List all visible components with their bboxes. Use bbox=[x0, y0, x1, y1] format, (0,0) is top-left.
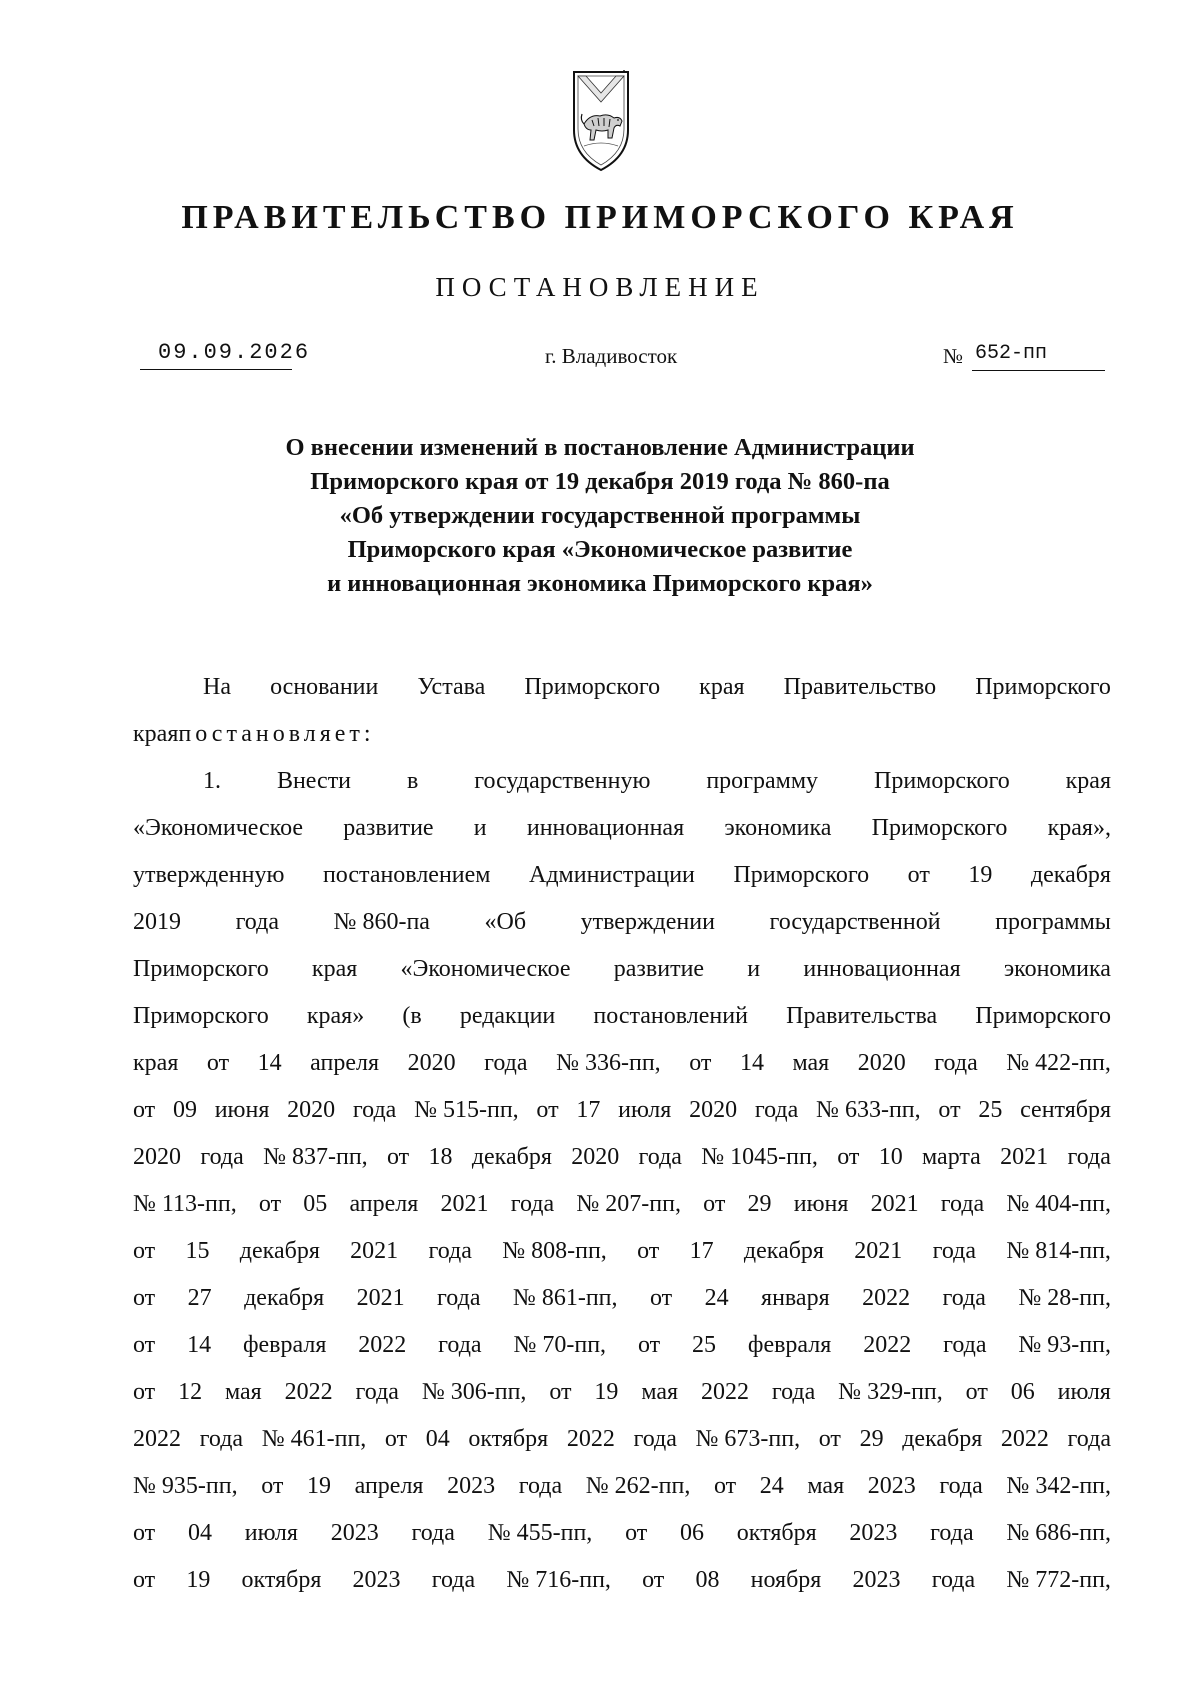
word: 2022 bbox=[284, 1379, 333, 1405]
word: № 422-пп, bbox=[1006, 1050, 1111, 1076]
body-line bbox=[133, 711, 1111, 758]
body-line bbox=[133, 1040, 1111, 1087]
word: Приморского bbox=[975, 674, 1111, 700]
word: 2020 bbox=[287, 1097, 336, 1123]
word: года bbox=[754, 1097, 799, 1123]
word: года bbox=[771, 1379, 816, 1405]
body-line bbox=[133, 1275, 1111, 1322]
word: года bbox=[411, 1520, 455, 1546]
word: утверждении bbox=[580, 909, 715, 935]
word: Приморского bbox=[871, 815, 1008, 841]
word: 19 bbox=[307, 1473, 331, 1499]
body-line bbox=[133, 805, 1111, 852]
body-line bbox=[133, 1322, 1111, 1369]
word: Внести bbox=[276, 768, 352, 794]
word: программу bbox=[706, 768, 819, 794]
word: № 306-пп, bbox=[421, 1379, 527, 1405]
preamble-lead: края bbox=[133, 721, 179, 747]
word: № 686-пп, bbox=[1006, 1520, 1111, 1546]
word: июля bbox=[1057, 1379, 1111, 1405]
word: года bbox=[943, 1332, 987, 1358]
word: 06 bbox=[1010, 1379, 1035, 1405]
word: края» bbox=[306, 1003, 365, 1029]
word: от bbox=[386, 1144, 410, 1170]
body-line bbox=[133, 1087, 1111, 1134]
word: 2023 bbox=[352, 1567, 401, 1593]
body-line bbox=[133, 1463, 1111, 1510]
word: от bbox=[258, 1191, 282, 1217]
word: от bbox=[649, 1285, 673, 1311]
word: № 716-пп, bbox=[506, 1567, 611, 1593]
word: края bbox=[133, 1050, 179, 1076]
word: 2021 bbox=[1000, 1144, 1049, 1170]
word: № 935-пп, bbox=[133, 1473, 238, 1499]
word: Приморского bbox=[733, 862, 870, 888]
body-line bbox=[133, 1228, 1111, 1275]
word: 2020 bbox=[689, 1097, 738, 1123]
word: 08 bbox=[695, 1567, 720, 1593]
word: декабря bbox=[239, 1238, 320, 1264]
word: № 837-пп, bbox=[263, 1144, 368, 1170]
word: Администрации bbox=[529, 862, 695, 888]
word: 2022 bbox=[700, 1379, 749, 1405]
word: года bbox=[939, 1473, 983, 1499]
body-line bbox=[133, 1369, 1111, 1416]
word: 2021 bbox=[350, 1238, 399, 1264]
word: № 28-пп, bbox=[1018, 1285, 1111, 1311]
word: «Экономическое bbox=[400, 956, 571, 982]
document-city: г. Владивосток bbox=[545, 344, 678, 368]
word: года bbox=[633, 1426, 677, 1452]
word: основании bbox=[270, 674, 379, 700]
word: № 336-пп, bbox=[556, 1050, 661, 1076]
word: 2023 bbox=[447, 1473, 496, 1499]
word: 27 bbox=[187, 1285, 212, 1311]
word: 2022 bbox=[1000, 1426, 1049, 1452]
word: 24 bbox=[759, 1473, 784, 1499]
word: государственной bbox=[769, 909, 941, 935]
word: года bbox=[638, 1144, 682, 1170]
word: инновационная bbox=[526, 815, 685, 841]
title-line: Приморского края «Экономическое развитие bbox=[347, 536, 853, 563]
word: 19 bbox=[186, 1567, 211, 1593]
word: 2023 bbox=[849, 1520, 898, 1546]
word: года bbox=[200, 1144, 244, 1170]
word: июня bbox=[793, 1191, 849, 1217]
word: № 113-пп, bbox=[133, 1191, 237, 1217]
number-underline bbox=[972, 370, 1105, 371]
word: февраля bbox=[242, 1332, 327, 1358]
word: года bbox=[940, 1191, 985, 1217]
word: от bbox=[637, 1238, 660, 1264]
word: 2023 bbox=[867, 1473, 916, 1499]
word: № 633-пп, bbox=[816, 1097, 921, 1123]
word: от bbox=[703, 1191, 726, 1217]
organization-heading: ПРАВИТЕЛЬСТВО ПРИМОРСКОГО КРАЯ bbox=[181, 199, 1019, 236]
word: от bbox=[818, 1426, 841, 1452]
word: от bbox=[133, 1097, 156, 1123]
document-date: 09.09.2026 bbox=[158, 340, 311, 365]
word: 2021 bbox=[440, 1191, 489, 1217]
word: редакции bbox=[459, 1003, 556, 1029]
word: постановлений bbox=[593, 1003, 748, 1029]
word: 2022 bbox=[862, 1285, 911, 1311]
document-number: 652-пп bbox=[975, 342, 1048, 365]
word: января bbox=[761, 1285, 830, 1311]
word: 25 bbox=[978, 1097, 1003, 1123]
word: декабря bbox=[244, 1285, 325, 1311]
word: № 207-пп, bbox=[576, 1191, 681, 1217]
word: края bbox=[1065, 768, 1111, 794]
word: 2020 bbox=[857, 1050, 906, 1076]
word: № 262-пп, bbox=[585, 1473, 691, 1499]
word: от bbox=[965, 1379, 988, 1405]
word: 14 bbox=[257, 1050, 282, 1076]
word: декабря bbox=[471, 1144, 552, 1170]
word: 10 bbox=[878, 1144, 903, 1170]
title-line: Приморского края от 19 декабря 2019 года № 860-па bbox=[310, 468, 890, 495]
word: от bbox=[133, 1332, 156, 1358]
word: № 1045-пп, bbox=[701, 1144, 818, 1170]
word: 19 bbox=[594, 1379, 619, 1405]
word: от bbox=[907, 862, 930, 888]
word: мая bbox=[224, 1379, 262, 1405]
word: 15 bbox=[185, 1238, 210, 1264]
word: 1. bbox=[203, 768, 221, 794]
word: от bbox=[536, 1097, 559, 1123]
word: развитие bbox=[613, 956, 705, 982]
word: 2021 bbox=[356, 1285, 405, 1311]
word: 05 bbox=[303, 1191, 328, 1217]
word: от bbox=[625, 1520, 648, 1546]
word: от bbox=[133, 1520, 156, 1546]
word: 17 bbox=[689, 1238, 714, 1264]
word: от bbox=[133, 1567, 156, 1593]
word: «Об bbox=[484, 909, 527, 935]
word: от bbox=[133, 1379, 156, 1405]
body-line bbox=[133, 1134, 1111, 1181]
document-type-heading: ПОСТАНОВЛЕНИЕ bbox=[435, 272, 765, 302]
word: 2021 bbox=[870, 1191, 919, 1217]
word: 2022 bbox=[133, 1426, 181, 1452]
word: 19 bbox=[968, 862, 993, 888]
word: года bbox=[437, 1285, 481, 1311]
word: № 329-пп, bbox=[838, 1379, 943, 1405]
word: года bbox=[428, 1238, 472, 1264]
word: № 673-пп, bbox=[695, 1426, 801, 1452]
word: мая bbox=[807, 1473, 845, 1499]
word: экономика bbox=[724, 815, 832, 841]
word: от bbox=[713, 1473, 737, 1499]
word: инновационная bbox=[803, 956, 961, 982]
word: 2022 bbox=[358, 1332, 407, 1358]
word: № 861-пп, bbox=[512, 1285, 618, 1311]
word: государственную bbox=[474, 768, 651, 794]
resolution-verb: постановляет: bbox=[178, 721, 375, 747]
word: программы bbox=[995, 909, 1111, 935]
word: года bbox=[484, 1050, 528, 1076]
document-title bbox=[150, 431, 1050, 601]
body-line bbox=[133, 1416, 1111, 1463]
word: февраля bbox=[747, 1332, 832, 1358]
word: «Экономическое bbox=[133, 815, 304, 841]
word: от bbox=[637, 1332, 661, 1358]
word: года bbox=[942, 1285, 986, 1311]
word: 04 bbox=[187, 1520, 212, 1546]
word: 14 bbox=[739, 1050, 764, 1076]
word: Приморского bbox=[133, 1003, 269, 1029]
word: края», bbox=[1047, 815, 1111, 841]
word: 24 bbox=[704, 1285, 729, 1311]
document-body bbox=[133, 664, 1111, 1604]
word: № 772-пп, bbox=[1006, 1567, 1111, 1593]
word: 06 bbox=[680, 1520, 705, 1546]
word: № 70-пп, bbox=[513, 1332, 607, 1358]
word: 2020 bbox=[407, 1050, 456, 1076]
word: марта bbox=[922, 1144, 981, 1170]
word: № 808-пп, bbox=[502, 1238, 607, 1264]
word: апреля bbox=[310, 1050, 380, 1076]
word: апреля bbox=[349, 1191, 419, 1217]
word: 2020 bbox=[571, 1144, 620, 1170]
word: 2022 bbox=[566, 1426, 615, 1452]
date-underline bbox=[140, 369, 292, 370]
word: от bbox=[384, 1426, 408, 1452]
word: года bbox=[1067, 1426, 1111, 1452]
word: от bbox=[642, 1567, 665, 1593]
word: и bbox=[473, 815, 487, 841]
body-line bbox=[133, 1557, 1111, 1604]
word: декабря bbox=[1030, 862, 1111, 888]
word: сентября bbox=[1020, 1097, 1111, 1123]
word: № 814-пп, bbox=[1006, 1238, 1111, 1264]
word: 29 bbox=[747, 1191, 772, 1217]
word: № 461-пп, bbox=[261, 1426, 367, 1452]
word: октября bbox=[468, 1426, 549, 1452]
word: утвержденную bbox=[133, 862, 285, 888]
word: 09 bbox=[172, 1097, 197, 1123]
word: Приморского bbox=[524, 674, 661, 700]
word: от bbox=[133, 1285, 156, 1311]
word: развитие bbox=[343, 815, 434, 841]
word: года bbox=[510, 1191, 555, 1217]
title-line: и инновационная экономика Приморского края» bbox=[327, 570, 873, 597]
word: Приморского bbox=[873, 768, 1010, 794]
word: от bbox=[837, 1144, 860, 1170]
word: 25 bbox=[692, 1332, 716, 1358]
body-line bbox=[133, 758, 1111, 805]
word: года bbox=[1067, 1144, 1111, 1170]
word: от bbox=[206, 1050, 230, 1076]
word: года bbox=[931, 1567, 976, 1593]
word: июля bbox=[244, 1520, 298, 1546]
word: № 342-пп, bbox=[1006, 1473, 1111, 1499]
word: № 404-пп, bbox=[1006, 1191, 1111, 1217]
word: № 455-пп, bbox=[487, 1520, 593, 1546]
word: 04 bbox=[425, 1426, 450, 1452]
word: № 515-пп, bbox=[414, 1097, 519, 1123]
word: июня bbox=[214, 1097, 270, 1123]
word: и bbox=[747, 956, 761, 982]
word: 2023 bbox=[852, 1567, 901, 1593]
word: октября bbox=[736, 1520, 817, 1546]
word: года bbox=[934, 1050, 978, 1076]
word: 29 bbox=[859, 1426, 884, 1452]
body-line bbox=[133, 899, 1111, 946]
word: года bbox=[518, 1473, 563, 1499]
word: года bbox=[235, 909, 279, 935]
body-line bbox=[133, 946, 1111, 993]
body-line bbox=[133, 1510, 1111, 1557]
word: № 860-па bbox=[333, 909, 430, 935]
word: года bbox=[930, 1520, 974, 1546]
word: года bbox=[199, 1426, 244, 1452]
number-sign: № bbox=[943, 344, 964, 368]
body-line bbox=[133, 852, 1111, 899]
body-line bbox=[133, 993, 1111, 1040]
word: в bbox=[406, 768, 419, 794]
word: года bbox=[431, 1567, 476, 1593]
word: от bbox=[133, 1238, 156, 1264]
word: Приморского bbox=[133, 956, 269, 982]
title-line: «Об утверждении государственной программы bbox=[339, 502, 861, 529]
word: года bbox=[352, 1097, 397, 1123]
word: ноября bbox=[750, 1567, 822, 1593]
word: Правительство bbox=[783, 674, 937, 700]
word: 14 bbox=[187, 1332, 212, 1358]
word: края bbox=[699, 674, 745, 700]
word: мая bbox=[792, 1050, 830, 1076]
word: 2022 bbox=[863, 1332, 912, 1358]
word: апреля bbox=[354, 1473, 424, 1499]
word: от bbox=[549, 1379, 572, 1405]
primorsky-krai-coat-of-arms-icon bbox=[570, 66, 632, 176]
word: Устава bbox=[417, 674, 486, 700]
word: 18 bbox=[428, 1144, 453, 1170]
word: (в bbox=[402, 1003, 422, 1029]
word: октября bbox=[241, 1567, 322, 1593]
body-line bbox=[133, 664, 1111, 711]
word: 2019 bbox=[133, 909, 181, 935]
word: от bbox=[689, 1050, 712, 1076]
word: края bbox=[311, 956, 358, 982]
word: года bbox=[438, 1332, 482, 1358]
word: года bbox=[932, 1238, 977, 1264]
word: На bbox=[203, 674, 231, 700]
word: мая bbox=[641, 1379, 679, 1405]
word: 17 bbox=[576, 1097, 601, 1123]
word: постановлением bbox=[322, 862, 491, 888]
word: 12 bbox=[178, 1379, 203, 1405]
word: от bbox=[938, 1097, 961, 1123]
title-line: О внесении изменений в постановление Администрации bbox=[285, 434, 915, 461]
word: от bbox=[261, 1473, 284, 1499]
word: года bbox=[355, 1379, 399, 1405]
word: Правительства bbox=[786, 1003, 938, 1029]
word: 2023 bbox=[330, 1520, 379, 1546]
word: экономика bbox=[1003, 956, 1111, 982]
word: 2020 bbox=[133, 1144, 181, 1170]
word: июля bbox=[618, 1097, 672, 1123]
body-line bbox=[133, 1181, 1111, 1228]
word: 2021 bbox=[854, 1238, 903, 1264]
word: декабря bbox=[743, 1238, 824, 1264]
word: декабря bbox=[902, 1426, 983, 1452]
word: № 93-пп, bbox=[1018, 1332, 1111, 1358]
word: Приморского bbox=[975, 1003, 1111, 1029]
